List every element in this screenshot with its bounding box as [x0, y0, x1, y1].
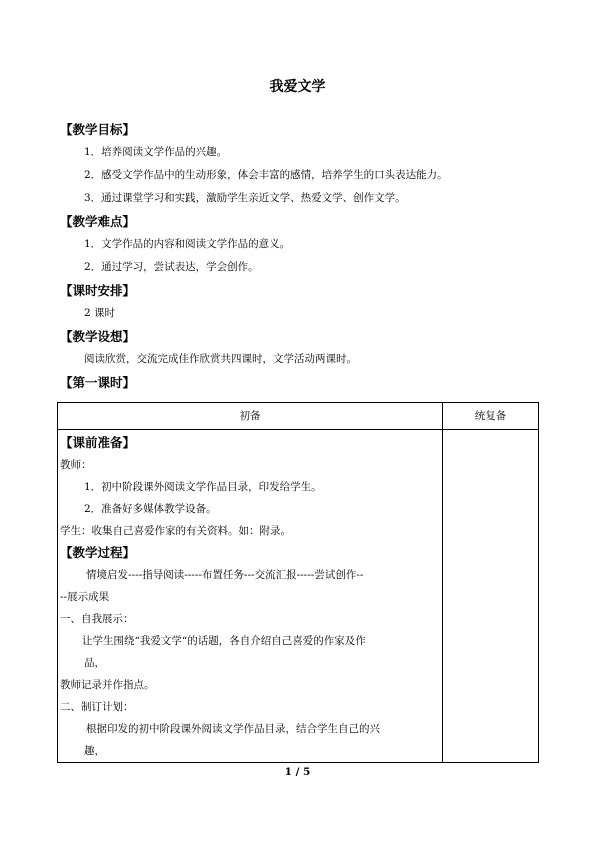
section-schedule	[60, 280, 540, 325]
teacher-item: 2．准备好多媒体教学设备。	[84, 503, 217, 515]
objective-item: 2．感受文学作品中的生动形象，体会丰富的感情，培养学生的口头表达能力。	[84, 169, 448, 181]
section-heading: 【教学目标】	[60, 122, 136, 137]
teacher-label: 教师：	[60, 459, 92, 471]
step-text: 教师记录并作指点。	[60, 679, 155, 691]
lesson-plan-table	[57, 402, 539, 763]
section-heading: 【第一课时】	[60, 375, 136, 390]
section-objectives	[60, 119, 540, 210]
column-header-review-prep: 统复备	[443, 403, 539, 430]
process-flow-continued: --展示成果	[60, 591, 110, 603]
step-text: 趣，	[84, 745, 105, 757]
objective-item: 3．通过课堂学习和实践，激励学生亲近文学、热爱文学、创作文学。	[84, 192, 406, 204]
process-flow: 情境启发----指导阅读-----布置任务---交流汇报-----尝试创作--	[86, 569, 364, 581]
review-prep-cell	[443, 430, 539, 763]
section-heading: 【教学设想】	[60, 329, 136, 344]
section-heading: 【课时安排】	[60, 283, 136, 298]
prep-heading: 【课前准备】	[60, 435, 136, 450]
initial-prep-cell	[58, 430, 443, 763]
step-text: 让学生围绕“我爱文学“的话题，各自介绍自己喜爱的作家及作	[82, 635, 366, 647]
step-title: 二、制订计划：	[60, 701, 134, 713]
section-first-lesson	[60, 372, 540, 394]
page-number: 1 / 5	[284, 766, 311, 778]
schedule-text: 2 课时	[84, 307, 116, 319]
difficulty-item: 1．文学作品的内容和阅读文学作品的意义。	[84, 238, 291, 250]
column-header-initial-prep: 初备	[58, 403, 443, 430]
page-title: 我爱文学	[269, 79, 326, 95]
lesson-sections	[60, 118, 540, 394]
step-title: 一、自我展示：	[60, 613, 134, 625]
objective-item: 1．培养阅读文学作品的兴趣。	[84, 146, 228, 158]
process-heading: 【教学过程】	[60, 545, 136, 560]
section-concept	[60, 326, 540, 371]
student-line: 学生：收集自己喜爱作家的有关资料。如：附录。	[60, 525, 291, 537]
step-text: 品，	[84, 657, 105, 669]
section-heading: 【教学难点】	[60, 214, 136, 229]
concept-text: 阅读欣赏，交流完成佳作欣赏共四课时，文学活动两课时。	[84, 353, 357, 365]
difficulty-item: 2．通过学习，尝试表达，学会创作。	[84, 261, 259, 273]
section-difficulties	[60, 211, 540, 279]
step-text: 根据印发的初中阶段课外阅读文学作品目录，结合学生自己的兴	[86, 723, 380, 735]
teacher-item: 1．初中阶段课外阅读文学作品目录，印发给学生。	[84, 481, 322, 493]
